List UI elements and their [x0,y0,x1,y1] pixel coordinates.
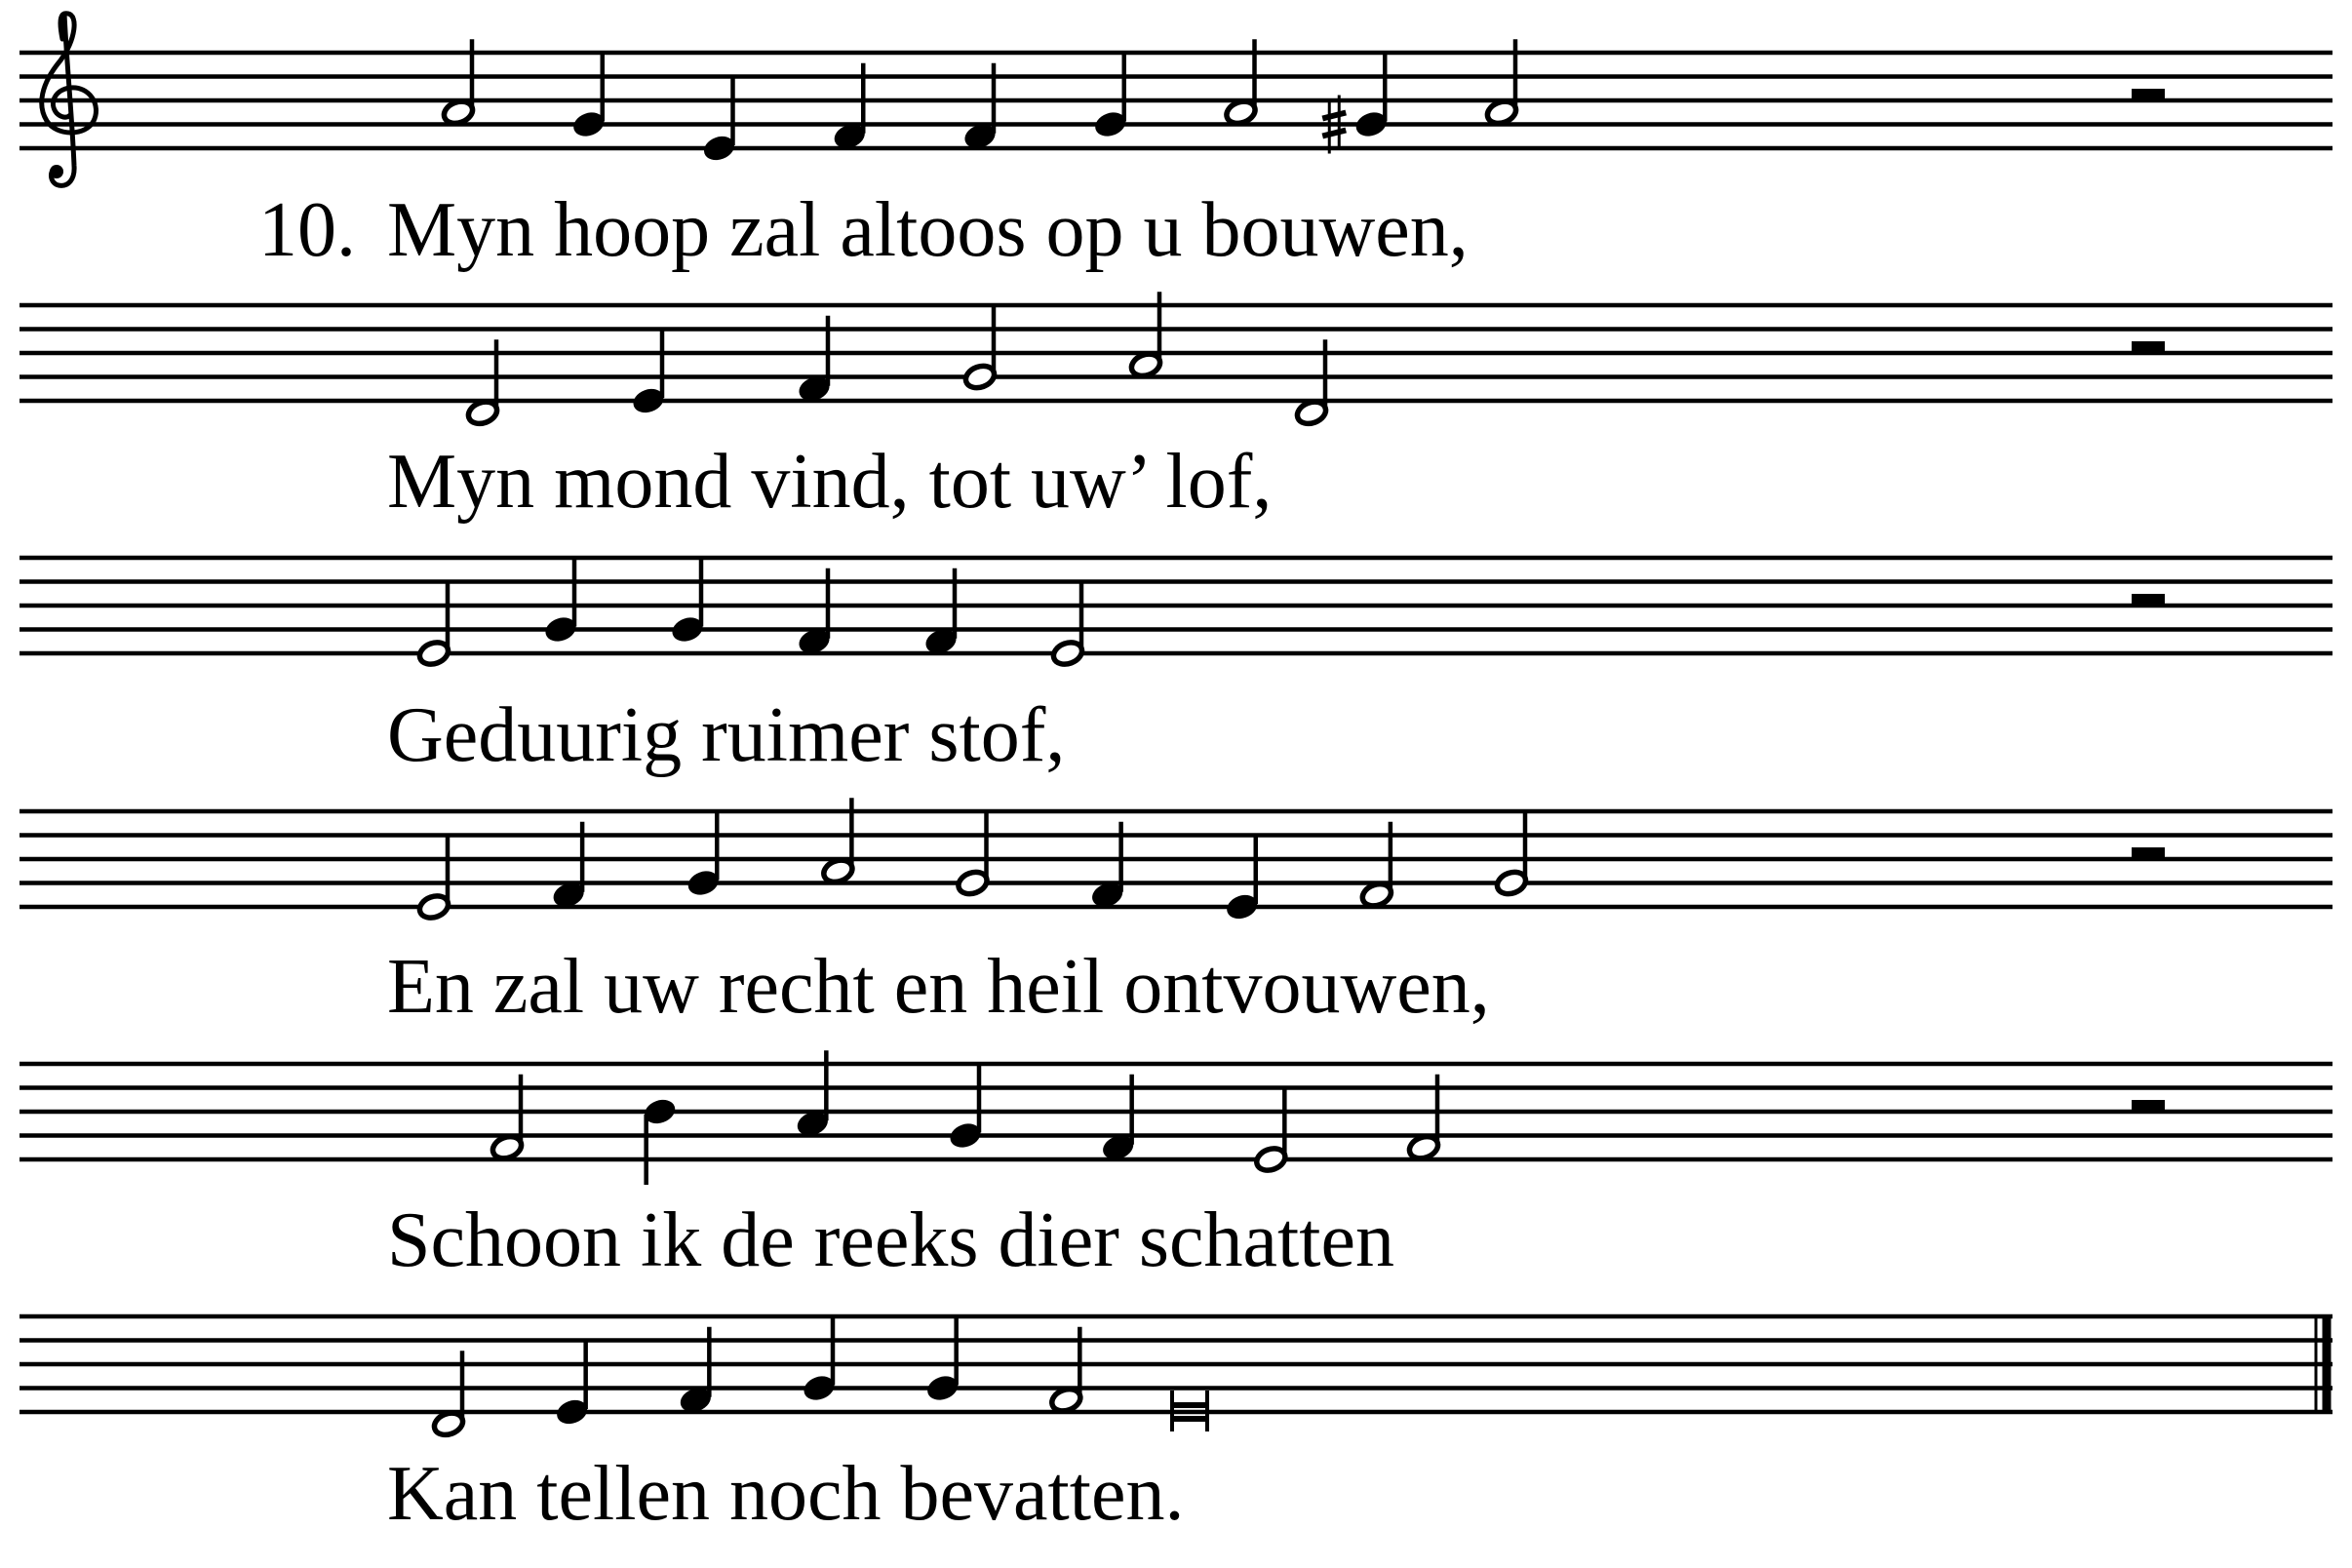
half-rest-icon [2132,847,2165,859]
note [1092,52,1129,140]
note [1254,1086,1288,1174]
staff-system [20,292,2332,525]
lyric-line: Geduurig ruimer stof, [387,692,1066,778]
half-rest-icon [2132,89,2165,100]
note [542,557,579,646]
note [1224,834,1261,922]
note [1050,580,1084,668]
note [416,834,451,921]
note [554,1339,591,1428]
note [669,557,706,646]
lyric-line: Kan tellen noch bevatten. [387,1451,1185,1537]
systems-layer [20,39,2332,1537]
note [630,328,667,416]
note [801,1315,838,1404]
half-rest-icon [2132,341,2165,353]
lyric-line: Myn mond vind, tot uw’ lof, [387,439,1273,525]
lyric-line: Schoon ik de reeks dier schatten [387,1197,1395,1283]
note [642,1096,679,1185]
note [1494,810,1528,898]
note [956,810,990,898]
staff-system [20,798,2332,1030]
note [570,52,608,140]
staff-system [20,1050,2332,1283]
note [947,1063,984,1152]
note [685,810,722,899]
half-rest-icon [2132,1100,2165,1112]
note [701,75,738,164]
note [962,304,997,392]
note [924,1315,961,1404]
staff-system [20,1315,2332,1538]
staff-system [20,557,2332,779]
staff-system [20,39,2332,273]
half-rest-icon [2132,594,2165,606]
verse-number: 10. [258,187,356,273]
lyric-line: Myn hoop zal altoos op u bouwen, [387,187,1469,273]
lyric-line: En zal uw recht en heil ontvouwen, [387,944,1490,1030]
note [416,580,451,668]
